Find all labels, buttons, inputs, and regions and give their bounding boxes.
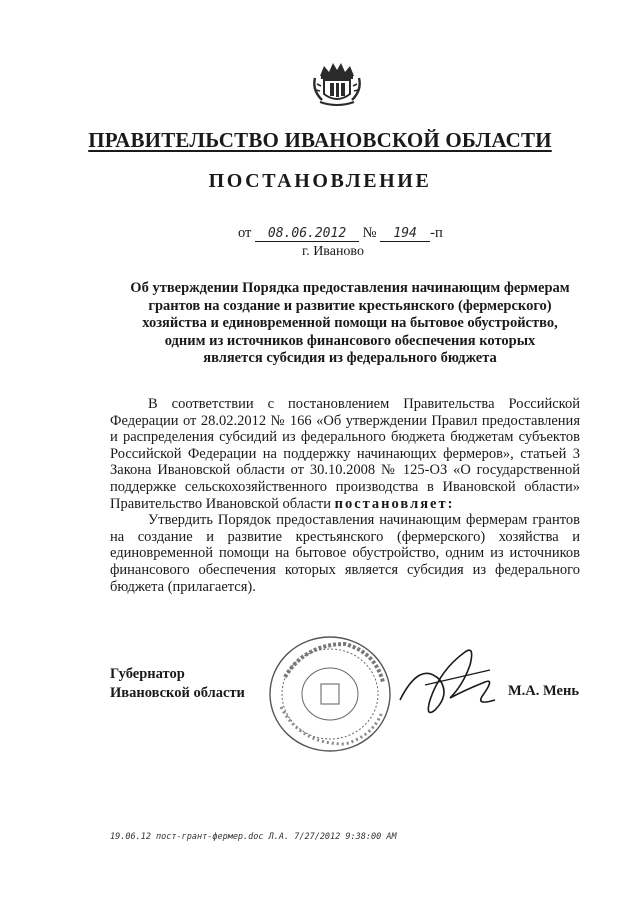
organization-title: ПРАВИТЕЛЬСТВО ИВАНОВСКОЙ ОБЛАСТИ: [88, 128, 552, 152]
number-suffix: -п: [430, 225, 443, 241]
decree-word: постановляет:: [334, 495, 455, 512]
document-type: ПОСТАНОВЛЕНИЕ: [208, 170, 432, 192]
body-paragraph: [110, 396, 580, 512]
document-dateline: [238, 225, 478, 242]
file-footer: 19.06.12 пост-грант-фермер.doc Л.А. 7/27/2012 9:38:00 AM: [110, 832, 397, 842]
document-city: г. Иваново: [302, 244, 364, 259]
document-body: [110, 396, 580, 595]
document-number: 194: [380, 226, 430, 242]
official-stamp-icon: [265, 632, 395, 757]
signatory-name: М.А. Мень: [508, 683, 579, 699]
coat-of-arms-icon: [312, 58, 362, 108]
handwritten-signature-icon: [395, 640, 505, 720]
document-subject: Об утверждении Порядка предоставления начинающим фермерам грантов на создание и развитие крестьянского (фермерского) хозяйства и единовременной помощи на бытовое обустройство, одним из источников финансового обеспечения которых является субсидия из федерального бюджета: [130, 280, 570, 366]
document-date: 08.06.2012: [255, 226, 359, 242]
signatory-position: Губернатор Ивановской области: [110, 666, 245, 701]
preamble-text: В соответствии с постановлением Правительства Российской Федерации от 28.02.2012 № 166 «Об утверждении Правил предоставления и распределения субсидий из федерального бюджета бюджетам субъектов Российской Федерации на поддержку начинающих фермеров», статьей 3 Закона Ивановской области от 30.10.2008 № 125-ОЗ «О государственной поддержке сельскохозяйственного производства в Ивановской области» Правительство Ивановской области: [110, 396, 580, 512]
number-label: №: [362, 225, 377, 241]
body-paragraph: Утвердить Порядок предоставления начинающим фермерам грантов на создание и развитие крестьянского (фермерского) хозяйства и единовременной помощи на бытовое обустройство, одним из источников финансового обеспечения которых является субсидия из федерального бюджета (прилагается).: [110, 512, 580, 595]
date-label: от: [238, 225, 252, 241]
